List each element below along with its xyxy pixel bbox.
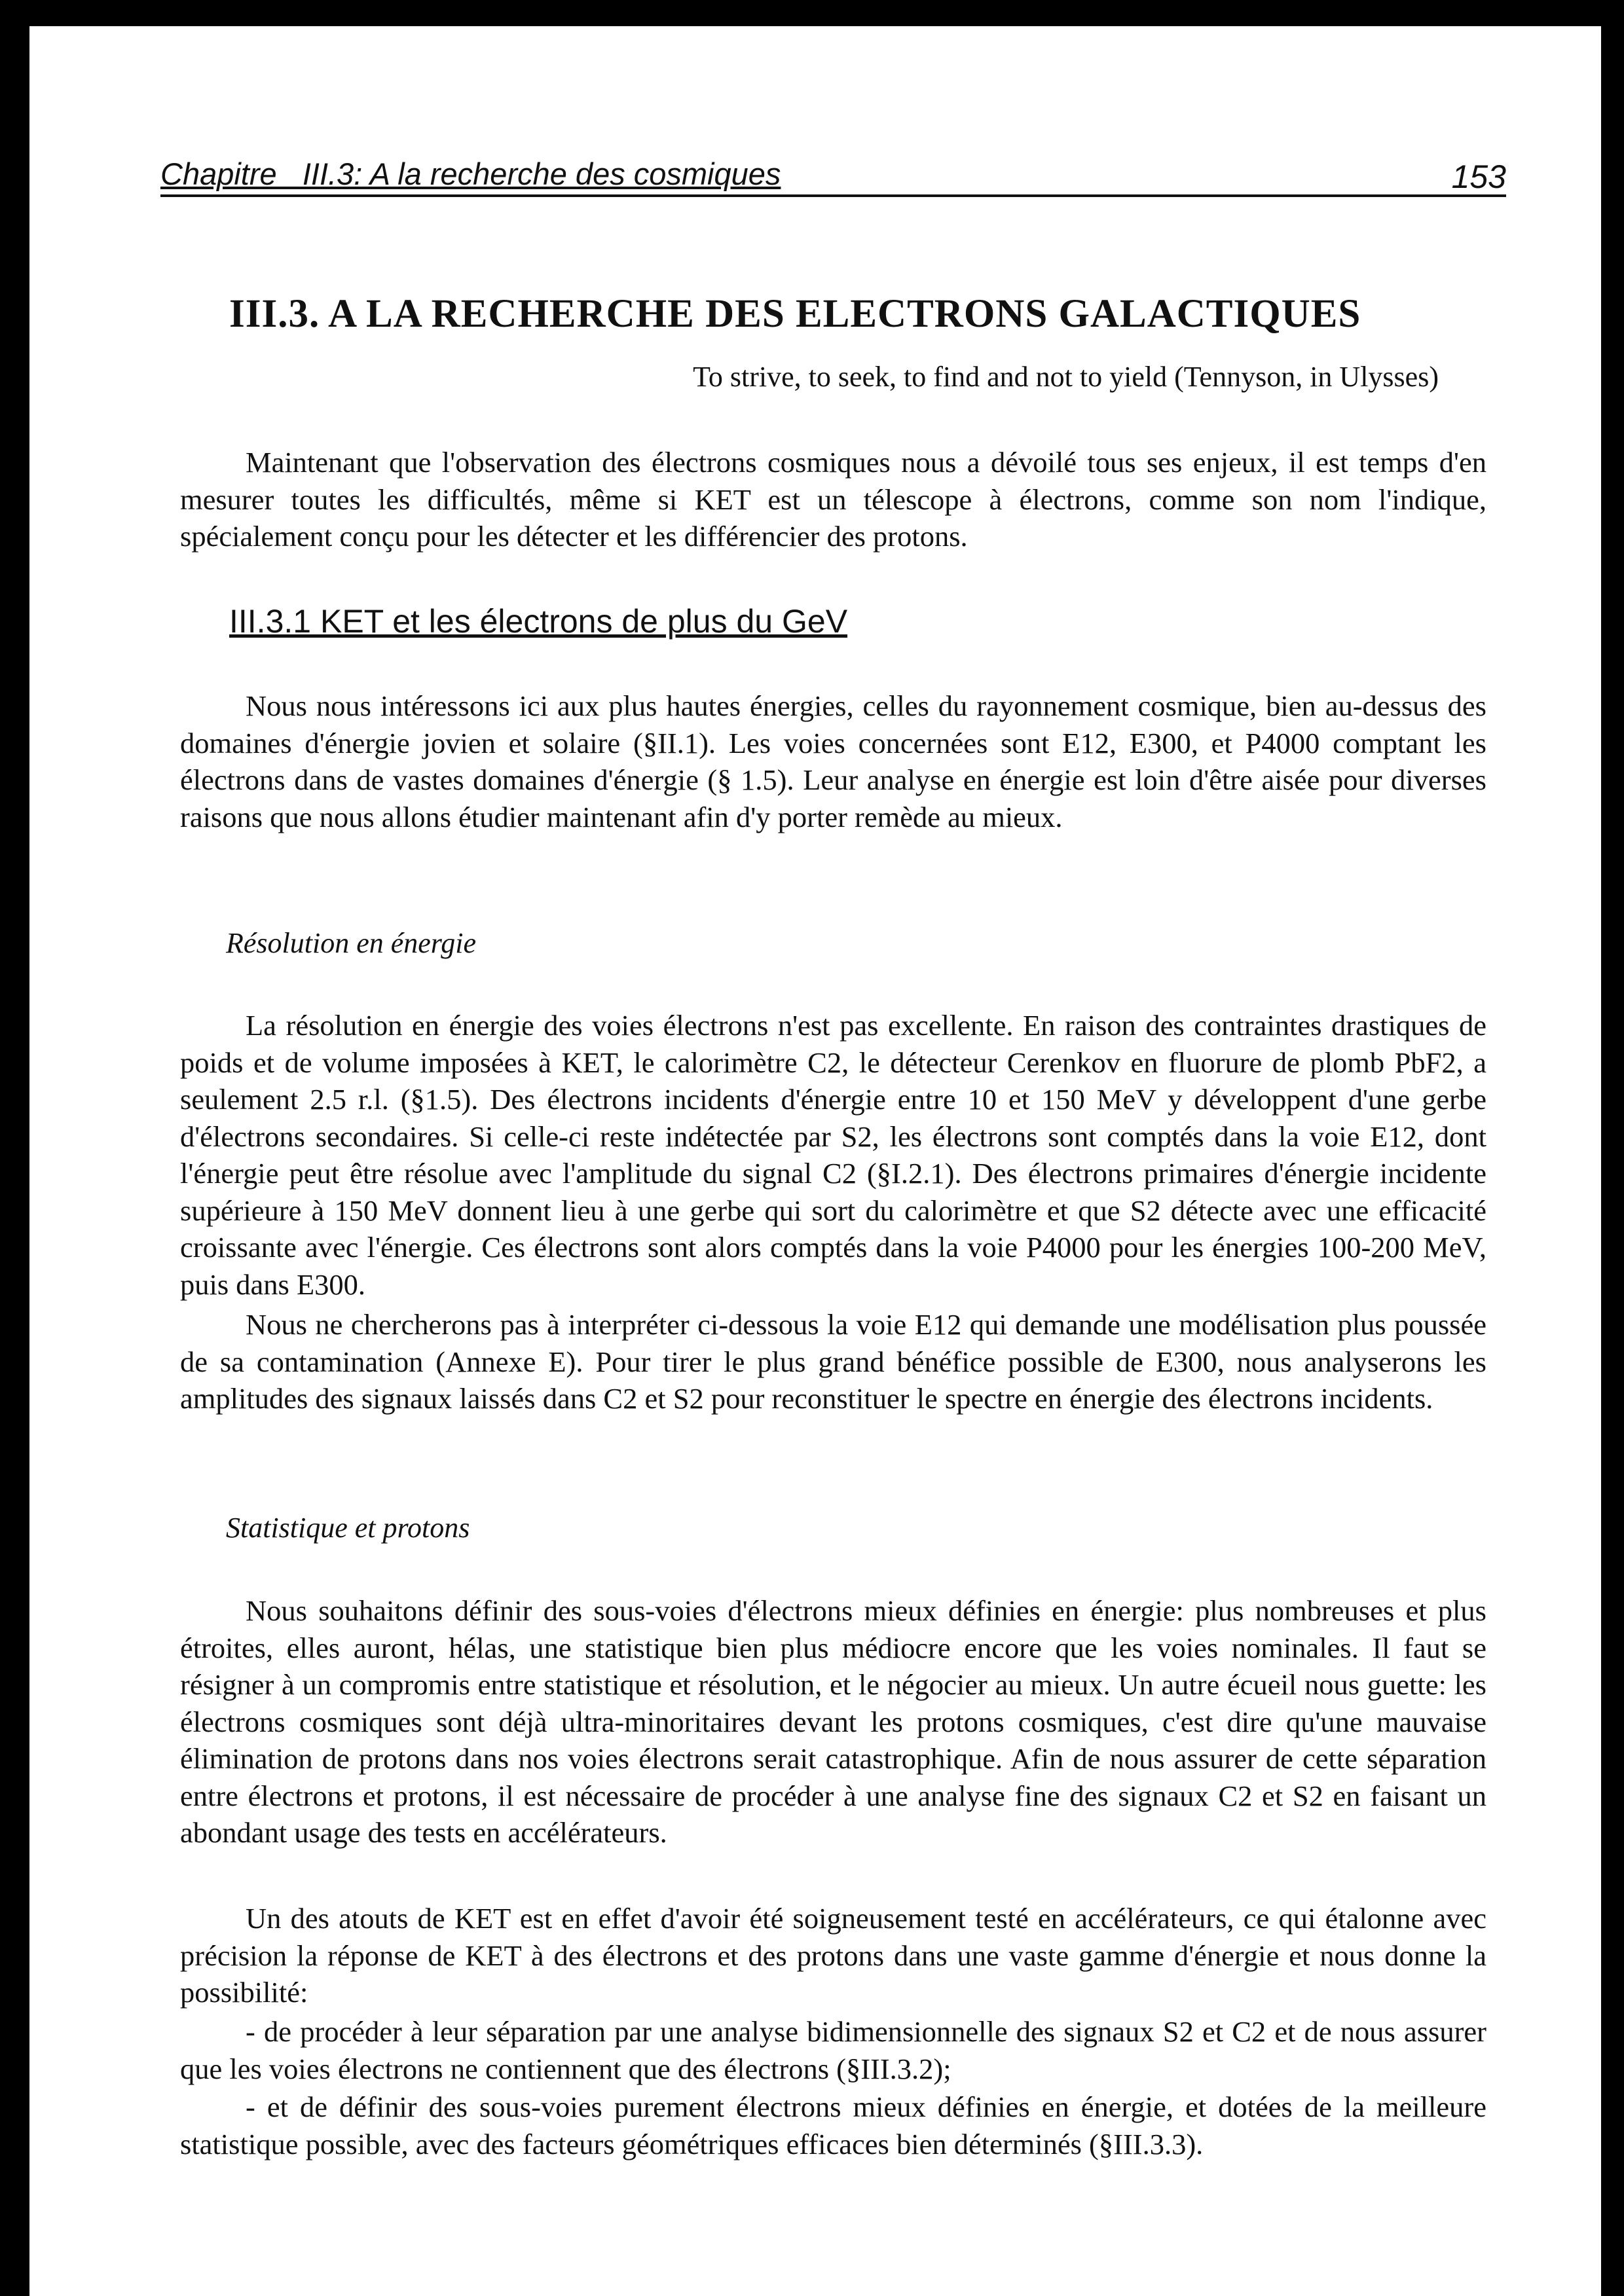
page-number: 153 bbox=[1451, 158, 1506, 195]
list-item: - de procéder à leur séparation par une analyse bidimensionnelle des signaux S2 et C2 et de nous assurer que les voies électrons ne contiennent que des électrons (§III.3.2); bbox=[180, 2015, 1486, 2085]
resolution-paragraph-1: La résolution en énergie des voies électrons n'est pas excellente. En raison des contraintes drastiques de poids et de volume imposées à KET, le calorimètre C2, le détecteur Cerenkov en fluorure de plomb PbF2, a seulement 2.5 r.l. (§1.5). Des électrons incidents d'énergie entre 10 et 150 MeV y développent d'une gerbe d'électrons secondaires. Si celle-ci reste indétectée par S2, les électrons sont comptés dans la voie E12, dont l'énergie peut être résolue avec l'amplitude du signal C2 (§I.2.1). Des électrons primaires d'énergie incidente supérieure à 150 MeV donnent lieu à une gerbe qui sort du calorimètre et que S2 détecte avec une efficacité croissante avec l'énergie. Ces électrons sont alors comptés dans la voie P4000 pour les énergies 100-200 MeV, puis dans E300. bbox=[180, 1009, 1486, 1301]
document-page bbox=[29, 26, 1601, 2296]
epigraph: To strive, to seek, to find and not to yield (Tennyson, in Ulysses) bbox=[693, 361, 1439, 393]
statistics-paragraph-1: Nous souhaitons définir des sous-voies d'électrons mieux définies en énergie: plus nombreuses et plus étroites, elles auront, hélas, une statistique bien plus médiocre encore que les voies nominales. Il faut se résigner à un compromis entre statistique et résolution, et le négocier au mieux. Un autre écueil nous guette: les électrons cosmiques sont déjà ultra-minoritaires devant les protons cosmiques, c'est dire qu'une mauvaise élimination de protons dans nos voies électrons serait catastrophique. Afin de nous assurer de cette séparation entre électrons et protons, il est nécessaire de procéder à une analyse fine des signaux C2 et S2 en faisant un abondant usage des tests en accélérateurs. bbox=[180, 1594, 1486, 1849]
intro-paragraph: Maintenant que l'observation des électrons cosmiques nous a dévoilé tous ses enjeux, il est temps d'en mesurer toutes les difficultés, même si KET est un télescope à électrons, comme son nom l'indique, spécialement conçu pour les détecter et les différencier des protons. bbox=[180, 446, 1486, 553]
section-paragraph: Nous nous intéressons ici aux plus hautes énergies, celles du rayonnement cosmique, bien au-dessus des domaines d'énergie jovien et solaire (§II.1). Les voies concernées sont E12, E300, et P4000 comptant les électrons dans de vastes domaines d'énergie (§ 1.5). Leur analyse en énergie est loin d'être aisée pour diverses raisons que nous allons étudier maintenant afin d'y porter remède au mieux. bbox=[180, 689, 1486, 833]
running-header bbox=[160, 154, 1506, 197]
section-heading: III.3.1 KET et les électrons de plus du GeV bbox=[229, 603, 848, 640]
subheading-resolution: Résolution en énergie bbox=[226, 927, 477, 959]
resolution-paragraph-2: Nous ne chercherons pas à interpréter ci-dessous la voie E12 qui demande une modélisation plus poussée de sa contamination (Annexe E). Pour tirer le plus grand bénéfice possible de E300, nous analyserons les amplitudes des signaux laissés dans C2 et S2 pour reconstituer le spectre en énergie des électrons incidents. bbox=[180, 1308, 1486, 1415]
subheading-statistics: Statistique et protons bbox=[226, 1512, 470, 1544]
list-item: - et de définir des sous-voies purement électrons mieux définies en énergie, et dotées de la meilleure statistique possible, avec des facteurs géométriques efficaces bien déterminés (§III.3.3). bbox=[180, 2090, 1486, 2160]
statistics-paragraph-2: Un des atouts de KET est en effet d'avoir été soigneusement testé en accélérateurs, ce qui étalonne avec précision la réponse de KET à des électrons et des protons dans une vaste gamme d'énergie et nous donne la possibilité: bbox=[180, 1902, 1486, 2009]
chapter-title: III.3. A LA RECHERCHE DES ELECTRONS GALACTIQUES bbox=[229, 292, 1361, 336]
chapter-header: Chapitre III.3: A la recherche des cosmiques bbox=[160, 156, 781, 191]
